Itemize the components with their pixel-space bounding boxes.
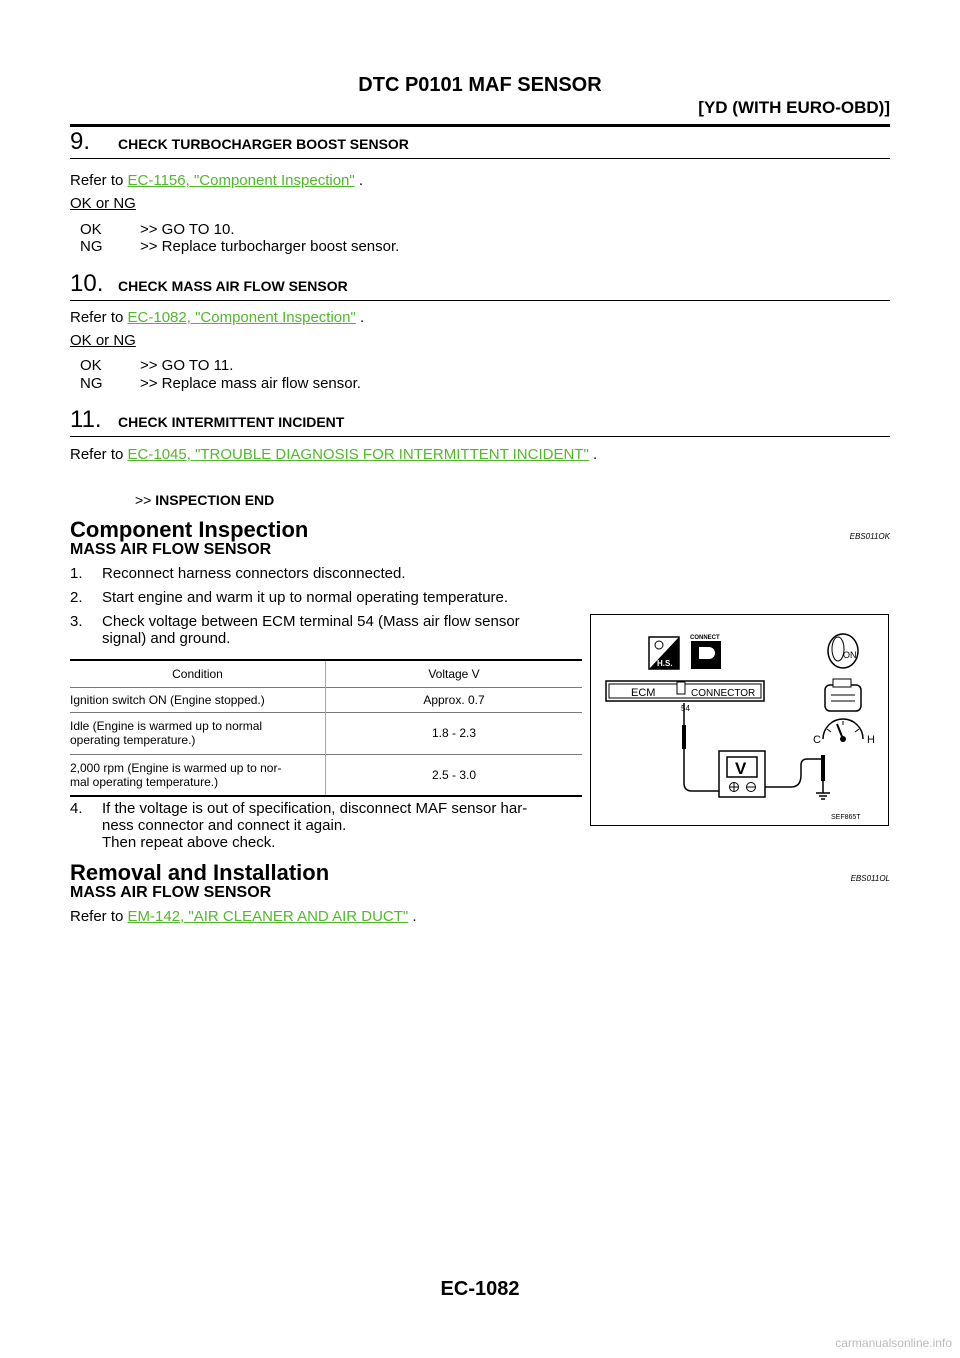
step-title: CHECK MASS AIR FLOW SENSOR — [118, 278, 348, 294]
step-number: 11. — [70, 406, 102, 433]
temperature-gauge-icon — [813, 719, 875, 746]
condition-text: Idle (Engine is warmed up to normal — [70, 719, 263, 733]
result-key: NG — [80, 238, 103, 255]
table-cell-voltage: Approx. 0.7 — [326, 687, 583, 712]
connect-label: CONNECT — [690, 635, 720, 641]
step-title: CHECK TURBOCHARGER BOOST SENSOR — [118, 136, 409, 152]
refer-suffix: . — [588, 446, 598, 463]
list-item — [70, 800, 582, 851]
table-header-voltage: Voltage V — [326, 660, 583, 687]
meter-label: V — [735, 759, 747, 778]
result-key: OK — [80, 357, 102, 374]
end-text: INSPECTION END — [155, 492, 275, 508]
header-rule — [70, 124, 890, 127]
ok-or-ng-label: OK or NG — [70, 332, 136, 349]
result-ng — [80, 375, 361, 392]
refer-prefix: Refer to — [70, 309, 128, 326]
item-text-continued: signal) and ground. — [102, 630, 231, 647]
result-text: >> Replace mass air flow sensor. — [140, 375, 361, 392]
page-number: EC-1082 — [440, 1278, 520, 1300]
refer-prefix: Refer to — [70, 908, 128, 925]
section-title: Removal and Installation — [70, 860, 330, 885]
condition-text: 2,000 rpm (Engine is warmed up to nor- — [70, 760, 282, 775]
wiring-diagram — [591, 615, 888, 825]
result-key: OK — [80, 221, 102, 238]
step-number: 9. — [70, 128, 91, 155]
table-cell-condition — [70, 712, 326, 754]
list-item — [70, 613, 582, 647]
result-text: >> GO TO 10. — [140, 221, 235, 238]
table-header-condition: Condition — [172, 666, 223, 681]
item-text-continued: ness connector and connect it again. — [102, 817, 347, 834]
end-prefix: >> — [135, 492, 152, 508]
step-title: CHECK INTERMITTENT INCIDENT — [118, 414, 345, 430]
item-text: Reconnect harness connectors disconnected. — [102, 565, 406, 582]
list-item — [70, 589, 508, 606]
h-label: H — [867, 734, 875, 746]
item-text-continued: Then repeat above check. — [102, 834, 276, 851]
result-ok — [80, 221, 235, 238]
section-subtitle: MASS AIR FLOW SENSOR — [70, 884, 272, 901]
hs-label: H.S. — [657, 659, 673, 668]
item-number: 4. — [70, 800, 83, 817]
result-ok — [80, 357, 233, 374]
condition-text: Ignition switch ON (Engine stopped.) — [70, 692, 265, 707]
link-em-142[interactable]: EM-142, "AIR CLEANER AND AIR DUCT" — [127, 908, 409, 925]
table-cell-voltage: 2.5 - 3.0 — [326, 754, 583, 796]
condition-text-line2: mal operating temperature.) — [70, 774, 219, 789]
section-code: EBS011OK — [849, 532, 890, 541]
step-11-reference — [70, 446, 597, 463]
result-text: >> GO TO 11. — [140, 357, 234, 374]
table-cell-voltage: 1.8 - 2.3 — [326, 712, 583, 754]
item-text: If the voltage is out of specification, disconnect MAF sensor har- — [102, 800, 528, 817]
refer-prefix: Refer to — [70, 172, 128, 189]
step-9-heading — [70, 128, 890, 159]
inspection-end — [135, 492, 274, 508]
hs-icon — [649, 637, 679, 669]
page-subtitle: [YD (WITH EURO-OBD)] — [698, 98, 890, 117]
item-text: Check voltage between ECM terminal 54 (Mass air flow sensor — [102, 613, 520, 630]
section-title: Component Inspection — [70, 517, 309, 542]
ecm-connector — [606, 681, 764, 713]
refer-suffix: . — [355, 309, 365, 326]
terminal-label: 54 — [681, 704, 690, 713]
connect-icon — [690, 635, 721, 669]
condition-text-line2: operating temperature.) — [70, 733, 196, 747]
on-label: ON — [843, 650, 857, 660]
refer-suffix: . — [408, 908, 417, 925]
section-subtitle: MASS AIR FLOW SENSOR — [70, 541, 272, 558]
step-10-heading — [70, 270, 890, 301]
table-cell-condition — [70, 687, 326, 712]
table-row — [70, 687, 582, 712]
result-key: NG — [80, 375, 103, 392]
watermark: carmanualsonline.info — [835, 1336, 952, 1350]
step-9-reference — [70, 172, 363, 189]
engine-icon — [825, 679, 861, 711]
ecm-label: ECM — [631, 687, 656, 699]
figure-code: SEF865T — [831, 814, 861, 821]
ignition-key-icon — [828, 634, 858, 668]
table-row — [70, 754, 582, 796]
probe-lead-ground — [765, 755, 825, 793]
link-ec-1082[interactable]: EC-1082, "Component Inspection" — [127, 309, 356, 326]
removal-reference — [70, 908, 417, 925]
refer-suffix: . — [354, 172, 364, 189]
list-item — [70, 565, 406, 582]
step-number: 10. — [70, 270, 104, 297]
ok-or-ng-label: OK or NG — [70, 195, 136, 212]
link-ec-1156[interactable]: EC-1156, "Component Inspection" — [127, 172, 355, 189]
page-title: DTC P0101 MAF SENSOR — [358, 74, 602, 96]
step-10-reference — [70, 309, 364, 326]
c-label: C — [813, 734, 821, 746]
voltmeter — [719, 751, 765, 797]
link-ec-1045[interactable]: EC-1045, "TROUBLE DIAGNOSIS FOR INTERMITTENT INCIDENT" — [127, 446, 589, 463]
refer-prefix: Refer to — [70, 446, 128, 463]
item-number: 1. — [70, 565, 83, 582]
item-text: Start engine and warm it up to normal operating temperature. — [102, 589, 509, 606]
step-11-heading — [70, 406, 890, 437]
ground-icon — [816, 793, 830, 799]
table-cell-condition — [70, 754, 326, 796]
item-number: 2. — [70, 589, 83, 606]
table-header-row — [70, 660, 582, 687]
item-number: 3. — [70, 613, 83, 630]
section-code: EBS011OL — [850, 874, 890, 883]
result-text: >> Replace turbocharger boost sensor. — [140, 238, 400, 255]
connector-label: CONNECTOR — [691, 688, 756, 699]
table-row — [70, 712, 582, 754]
voltage-spec-table — [70, 659, 582, 797]
probe-lead-positive — [682, 703, 719, 791]
result-ng — [80, 238, 399, 255]
wiring-figure — [590, 614, 889, 826]
